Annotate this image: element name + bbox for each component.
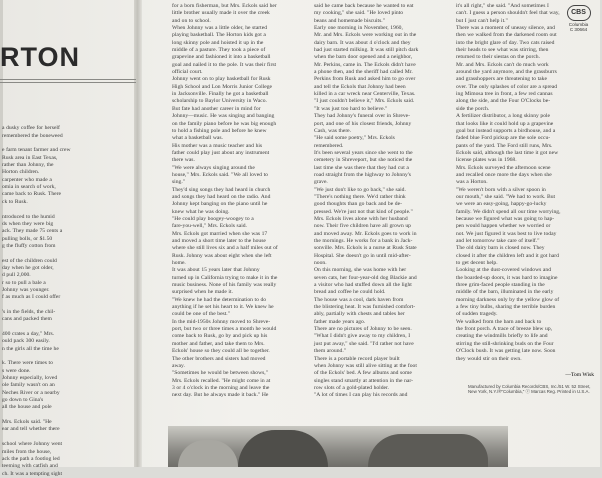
text-line: remembered the boneweed [2,132,63,139]
text-line: house," Mrs. Eckols said. "We all loved to [172,171,268,178]
text-line: stirring the still-shrinking buds on the Four [456,340,554,347]
text-line: middle of the barn, illuminated in the early [456,289,554,296]
text-line: port, and one of his closest friends, Johnny [314,120,412,127]
text-line: The other brothers and sisters had moved [172,355,266,362]
text-line: for a born fisherman, but Mrs. Eckols said her [172,3,277,9]
text-line: knew what he was doing. [172,208,230,215]
text-line: official court. [172,69,203,76]
text-line: "He said some poetry," Mrs. Eckols [314,135,395,142]
text-line: ack. They made 75 cents a [2,228,63,235]
text-line: in Jacksonville. Finally he got a basketball [172,91,269,98]
text-line: grave. [314,179,328,186]
text-line: omia in search of work, [2,184,56,191]
text-line: "We just don't like to go back," she said. [314,186,406,193]
text-line: anything if he set his heart to it. We knew he [172,304,274,311]
text-line: row slots of a gold-plated holder. [314,384,389,391]
text-line: could be one of the best." [172,311,230,318]
text-line: returned to their siestas on the porch. [456,54,540,61]
text-line: said he came back because he wanted to eat [314,3,414,9]
text-line: "There's nothing there. We'd rather think [314,193,406,200]
text-line: what a basketball was. [172,135,223,142]
text-line: r so to pull a bale a [2,279,46,286]
text-line: surprised when he made it. [172,289,233,296]
text-line: Mrs. Eckols got married when she was 17 [172,230,268,237]
text-line: had just started milking. It was still pitch dark [314,47,419,54]
text-line: Johnny kept banging on the piano until he [172,201,268,208]
text-line: a visitor who had stuffed down all the light [314,282,412,289]
text-column-4 [456,3,568,373]
text-line: faded blue Ford pickup are the sole occu- [456,135,551,142]
text-line: pulling bolls, or $1.50 [2,235,53,242]
bottom-photo [168,426,508,467]
text-line: Looking at the dust-covered windows and [456,267,551,274]
text-line: when the barn door opened and a neighbor, [314,54,413,61]
text-line: ck to Rusk. [2,198,28,205]
title-rule-bottom [0,82,136,83]
text-line: Mrs. Eckols recalled. "He might come in at [172,377,271,384]
text-line: father made years ago. [314,318,366,325]
text-line: Mr. Perkins, came in. The Eckols didn't have [314,61,416,68]
text-line: we were an easy-going, happy-go-lucky [456,201,547,208]
text-line: fare-you-well," Mrs. Eckols said. [172,223,247,230]
text-line: next day. But he always made it back." He [172,392,269,399]
text-line [2,250,132,257]
text-line [2,103,132,110]
text-line: the blistering heat. It was furnished comfort- [314,304,416,311]
text-line: goal and nailed it to the pole. It was their first [172,61,277,68]
text-line: their heads to see what was stirring, then [456,47,549,54]
text-line: but I just can't help it." [456,17,508,24]
text-line: playing basketball. The Horton kids got a [172,32,266,39]
text-line: 's in the fields, the chil- [2,308,56,315]
text-line: carpenter who made a [2,176,52,183]
text-line: But fate had another career in mind for [172,105,261,112]
text-line: because we figured what was going to hap- [456,215,555,222]
text-line: bread and coffee he could hold. [314,289,386,296]
text-line: day when he got older, [2,264,54,271]
text-line: s were done. [2,367,31,374]
text-line: singles stand smartly at attention in the nar- [314,377,414,384]
text-line: along the side, and the Four O'Clocks be- [456,98,551,105]
text-line: dairy barn. It was about 4 o'clock and they [314,39,411,46]
text-line: High School and Lon Morris Junior College [172,83,273,90]
text-line: now. Their five children have all grown up [314,223,411,230]
cbs-logo-icon: CBS [567,5,591,21]
text-column-2 [172,3,298,425]
text-line: music business. None of his family was really [172,282,277,289]
text-line: They'd sing songs they had heard in church [172,186,271,193]
text-line: remembered. [314,142,344,149]
catalog-number: C 30664 [569,27,588,33]
text-line: O'Clock bush. It was getting late now. Soon [456,348,556,355]
text-line: est of the children could [2,257,57,264]
text-line: and let tomorrow take care of itself." [456,238,540,244]
text-line: killed in a car wreck near Centerville, Texas. [314,91,416,98]
text-line [2,206,132,213]
text-line: not. We just figured it was best to live today [456,230,557,237]
text-line: ing Mimosa tree in front, a few red cannas [456,91,553,98]
text-line: teeming with catfish and [2,463,58,470]
text-line: school where Johnny went [2,441,63,448]
text-line: around the yard anymore, and the grassburrs [456,69,557,76]
text-line: There is a portable record player built [314,355,400,362]
text-line: mother and father, and take them to Mrs. [172,340,265,347]
text-line: and grasshoppers are threatening to take [456,76,547,83]
text-line: Mrs. Eckols surveyed the afternoon scene [456,164,551,171]
text-line: there was. [172,157,195,164]
photo-highlight [178,440,238,467]
text-line: over. The only splashes of color are a spread [456,83,558,90]
text-line: pants of the yard. The Ford still runs, Mrs. [456,142,553,149]
text-line [2,96,132,103]
text-line: license plates was in 1968. [456,157,517,164]
text-line: home. [172,260,186,267]
text-line: It was about 15 years later that Johnny [172,267,260,274]
record-label [566,5,591,33]
text-line: all the house and pole [2,404,52,411]
text-line: a phone then, and the sheriff had called Mr. [314,69,413,76]
text-line: middle of a pasture. They took a piece of [172,47,266,54]
text-line: Mr. and Mrs. Eckols were working out in the [314,32,417,39]
text-line: Neches River or a nearby [2,389,60,396]
fold-crease [134,0,142,467]
text-line: grapevine and fashioned it into a basketball [172,54,271,61]
photo-figure [238,430,328,467]
text-line: "I just couldn't believe it," Mrs. Eckols said. [314,98,415,105]
text-line: where she still lives six and a half miles out of [172,245,278,252]
text-line: them around." [314,348,346,355]
text-line: family. We didn't spend all our time worrying, [456,208,561,215]
text-line: In the mid-1950s Johnny moved to Shreve- [172,318,271,325]
text-line: rather than Johnny, the [2,162,54,169]
text-line: Mr. and Mrs. Eckols can't do much work [456,61,549,68]
text-line: "Sometimes he would be between shows," [172,370,268,377]
text-column-1 [2,96,132,477]
text-line: ear and tell whether there [2,426,60,433]
text-line: it's all right," she said. "And sometimes I [456,3,549,9]
page-title: RTON [0,42,81,72]
text-line: ntroduced to the humid [2,213,55,220]
text-line: the front porch. A trace of breeze blew up, [456,326,553,333]
text-line: 400 crates a day," Mrs. [2,331,55,337]
text-line: There was a moment of uneasy silence, and [456,25,555,32]
text-line: long skinny pole and hoisted it up in the [172,39,264,46]
text-line: just put away," she said. "I'd rather not have [314,340,414,347]
author-signature: —Tom Wisk [565,372,594,378]
title-rule-top [0,79,136,80]
text-line: The old dairy barn is closed now. They [456,245,545,252]
text-line: Johnny especially, loved [2,375,58,382]
text-line: a few tiny bulbs, sharing the terrible burden [456,304,556,311]
text-line: Rusk area in East Texas, [2,154,58,161]
text-line: beans and homemade biscuits." [314,17,385,24]
text-column-3 [314,3,442,425]
text-line: come back to Rusk, go by and pick up his [172,333,268,340]
text-line: our mouth," she said. "We had to work. But [456,193,556,200]
text-line: 3 or 4 o'clock in the morning and leave the [172,384,270,391]
text-line: sonville. Mrs. Eckols is a nurse at Rusk State [314,245,417,252]
text-line: my cooking," she said. "He loved pinto [314,10,404,17]
text-line: and songs they had heard on the radio. And [172,193,271,200]
text-line: father could play just about any instrument [172,149,270,156]
text-line: sing." [172,179,186,186]
text-line: they would stir on their own. [456,355,522,362]
text-line: little brother usually made it over the creek [172,10,270,17]
label-name: Columbia [568,22,589,27]
text-line: that looks like it could hold up a grapevine [456,120,554,127]
text-line: ack the path a footlog led [2,455,60,462]
text-line: morning darkness only by the yellow glow of [456,296,560,303]
text-line: of the Eckols' bed. A few albums and some [314,370,412,377]
text-line: Hospital. She doesn't go in until mid-after- [314,252,411,259]
text-line: when Johnny was still alive sitting at the foot [314,362,417,369]
text-line: Mrs. Eckols said. "He [2,419,52,426]
text-line: road straight from the highway to Johnny's [314,171,411,178]
text-line [2,412,132,419]
text-line: ole family wasn't on an [2,382,55,389]
text-line: last time she was there that they had cut a [314,164,409,171]
text-line: can't. I guess a person shouldn't feel that way, [456,10,560,17]
text-line: Johnny was younger. [2,286,50,293]
text-line: ch. It was a tempting sight [2,470,63,477]
text-line: closed it after the children left and it got hard [456,252,559,259]
text-line: and moved a short time later to the house [172,238,266,244]
text-line: scholarship to Baylor University in Waco. [172,98,267,105]
text-line: g the fluffy cotton from [2,242,56,249]
text-line: When Johnny was a little older, he started [172,25,267,32]
text-line: e farm tenant farmer and crew [2,147,71,154]
text-line: d pull 2,000. [2,272,31,279]
text-line: ds when they were big [2,220,54,227]
text-line: and moved away. Mr. Eckols goes to work in [314,230,417,237]
text-line: Perkins from Rusk and asked him to go over [314,76,416,83]
text-line: the mornings. He works for a bank in Jack- [314,238,413,244]
text-line: Eckols said, although the last time it got new [456,149,559,156]
text-line: Eckols' house so they could all be together. [172,348,270,355]
text-line: Mrs. Eckols lives alone with her husband [314,215,408,222]
text-line: three grim-faced people standing in the [456,282,545,289]
text-line: We walked from the barn and back to [456,318,542,325]
text-line: A fertilizer distributor, a long skinny pole [456,113,551,120]
text-line: pen would happen whether we worried or [456,223,551,230]
text-line: the boarded-up doors, it was hard to imagine [456,274,558,281]
text-line: There are no pictures of Johnny to be seen. [314,326,412,333]
text-line: good thoughts than go back and be de- [314,201,402,208]
text-line: Johnny—music. He was singing and banging [172,113,275,120]
text-line: creating the windmills briefly to life and [456,333,548,340]
text-line: The house was a cool, dark haven from [314,296,404,303]
text-line: seven cats, her four-year-old dog Blackie and [314,274,417,281]
text-line: "A lot of times I can play his records and [314,392,408,399]
text-line: cans and packed them [2,316,52,323]
text-line: It's been several years since she went to the [314,149,413,156]
text-line: ould pack 300 easily. [2,338,50,345]
text-line: Horton children. [2,169,40,176]
text-line: n the girls all the time he [2,345,59,352]
text-line: cemetery in Shreveport, but she noticed the [314,157,413,164]
text-line: and recalled once more the days when she [456,171,552,178]
photo-figure [368,434,488,467]
text-line: "What I didn't give away to my children, I [314,333,411,340]
text-line [2,353,132,360]
text-line: "We weren't born with a silver spoon in [456,186,546,193]
text-line [2,324,132,331]
text-line: into the bright glare of day. Two cats raised [456,39,555,46]
manufacturer-credits: Manufactured by Columbia Records/CBS, Inc./51 W. 52 Street, New York, N.Y./®"Columbia," ⓒ Marcas Reg. Printed in U.S.A. [468,384,591,395]
text-line: His mother was a music teacher and his [172,142,263,149]
text-line: goal but instead supports a birdhouse, and a [456,127,556,134]
text-line: and tell the Eckols that Johnny had been [314,83,406,90]
text-line: On this morning, she was home with her [314,267,407,274]
text-line: Cash, was there. [314,127,352,134]
text-line: Rusk. Johnny was about eight when she left [172,252,272,259]
text-line: ably, partially with chests and tables her [314,311,405,318]
text-line: was a Horton. [456,179,488,186]
text-line: miles from the house, [2,448,52,455]
text-line: go down to Gina's [2,397,44,404]
text-line: to get decent help. [456,260,498,267]
text-line: side the porch. [456,105,490,112]
text-line: Early one morning in November, 1960, [314,25,403,32]
text-line: Johnny went on to play basketball for Rusk [172,76,271,83]
text-line: away. [172,362,185,369]
text-line: then we walked from the darkened room out [456,32,557,39]
text-line: noon. [314,260,327,267]
text-line: "It was just too hard to believe." [314,105,388,112]
text-line [2,302,132,309]
text-line: of sudden tragedy. [456,311,498,318]
text-line [2,434,132,441]
text-line: "We knew he had the determination to do [172,296,267,303]
text-line [2,111,132,118]
text-line: and on to school. [172,17,211,24]
text-line: f as much as I could offer [2,294,61,301]
text-line: came back to Rusk. There [2,191,61,198]
text-line: They had Johnny's funeral over in Shreve- [314,113,411,120]
text-line: port, but two or three times a month he would [172,326,277,333]
text-line: to hold a fishing pole and before he knew [172,127,267,134]
text-line: "He could play boogey-woogey to a [172,215,254,222]
text-line: a dusky coffee for herself [2,125,60,132]
text-line: on the family piano before he was big enough [172,120,277,127]
text-line: k. There were times to [2,360,53,367]
text-line: pressed. We're just not that kind of people." [314,208,413,215]
text-line: "We were always singing around the [172,164,255,171]
text-line: turned up in California trying to make it in the [172,274,278,281]
